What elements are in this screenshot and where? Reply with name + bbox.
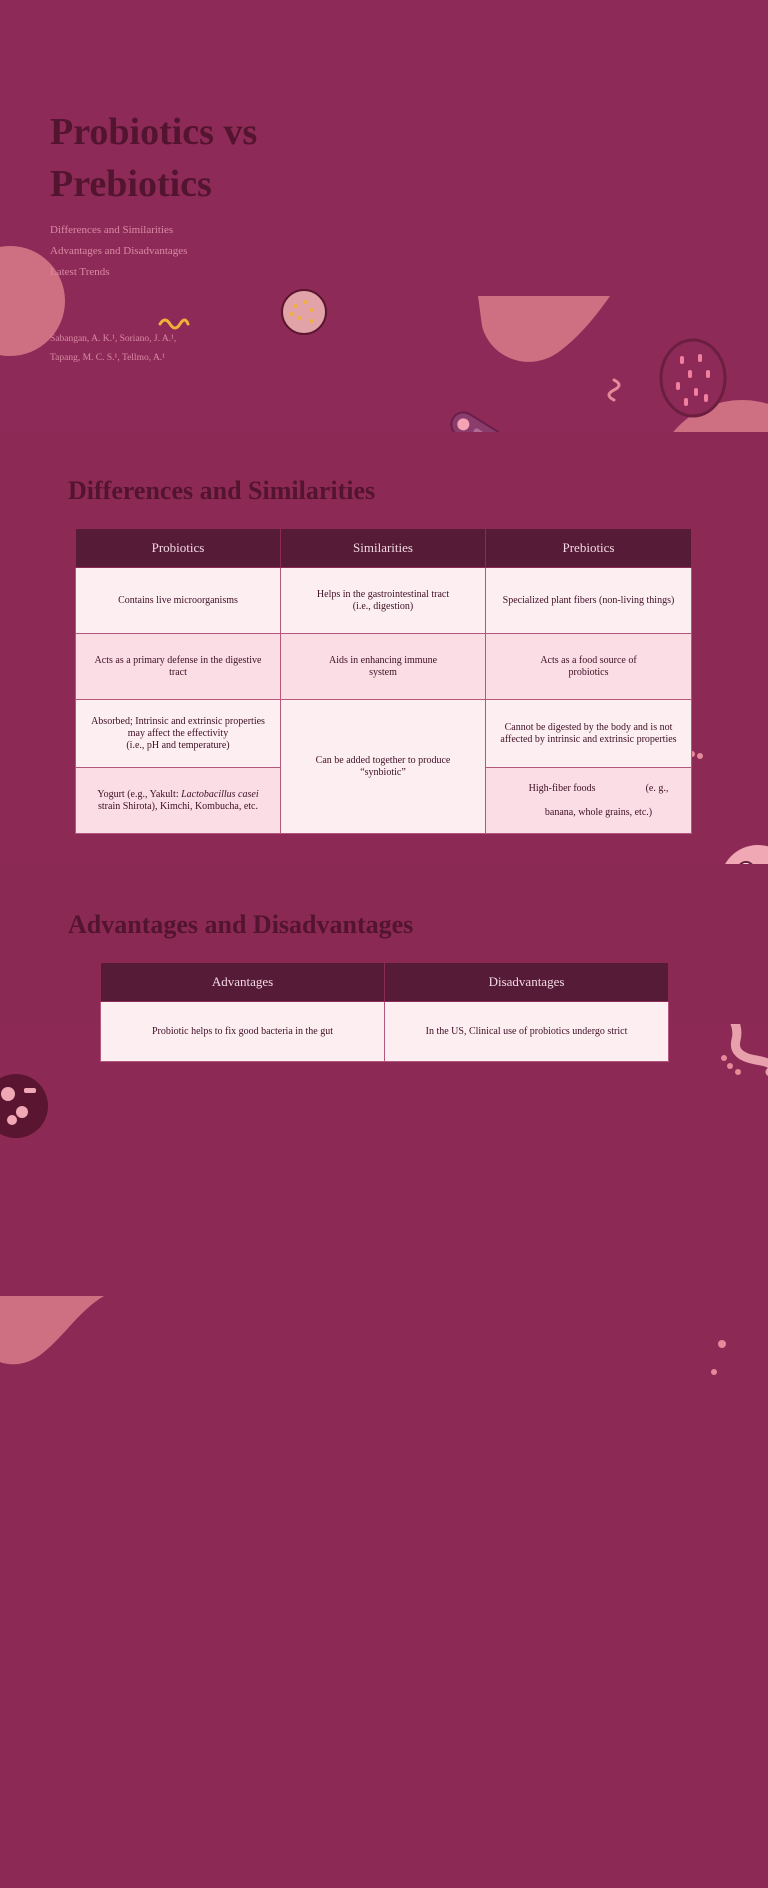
page-title	[50, 106, 257, 210]
section-title-differences: Differences and Similarities	[68, 476, 376, 505]
cell-probiotics	[76, 700, 281, 768]
title-slide	[0, 0, 768, 432]
cell-similarities	[281, 634, 486, 700]
cell-line: “synbiotic”	[360, 766, 406, 778]
bacteria-top-center	[282, 290, 326, 334]
topic-item: Advantages and Disadvantages	[50, 245, 188, 257]
cell-top-right	[661, 340, 725, 416]
cell-advantage: Probiotic helps to fix good bacteria in the gut	[101, 1002, 385, 1062]
differences-slide	[0, 432, 768, 864]
cell-probiotics	[76, 768, 281, 834]
cell-line: Helps in the gastrointestinal tract	[316, 588, 450, 600]
header-advantages: Advantages	[101, 963, 385, 1002]
cell-similarities-merged	[281, 700, 486, 834]
cell-line: Can be added together to produce	[315, 754, 451, 766]
cell-prebiotics	[486, 768, 692, 834]
advantages-slide	[0, 864, 768, 1037]
squiggle-pink	[609, 380, 619, 400]
cell-text: strain Shirota), Kimchi, Kombucha, etc.	[98, 800, 258, 812]
comparison-table	[75, 528, 692, 834]
title-line-1: Probiotics vs	[50, 111, 258, 153]
header-similarities: Similarities	[281, 529, 486, 568]
header-probiotics: Probiotics	[76, 529, 281, 568]
cell-text: Yogurt (e.g., Yakult:	[97, 788, 182, 800]
cell-prebiotics	[486, 634, 692, 700]
table-row	[76, 568, 692, 634]
header-disadvantages: Disadvantages	[385, 963, 669, 1002]
table-row	[76, 634, 692, 700]
species-name: Lactobacillus casei	[181, 788, 259, 800]
cell-line: Aids in enhancing immune	[328, 654, 438, 666]
cell-line: probiotics	[568, 666, 609, 678]
title-line-2: Prebiotics	[50, 163, 212, 205]
section-title-advantages: Advantages and Disadvantages	[68, 910, 414, 939]
cell-line: (i.e., digestion)	[352, 600, 414, 612]
topic-item: Latest Trends	[50, 266, 110, 278]
table-header-row	[76, 529, 692, 568]
cell-probiotics: Acts as a primary defense in the digestive tract	[76, 634, 281, 700]
cell-prebiotics: Specialized plant fibers (non-living things)	[486, 568, 692, 634]
cell-line: High-fiber foods (e. g.,	[528, 782, 669, 794]
sparkles	[711, 1340, 726, 1375]
authors-line: Sabangan, A. K.¹, Soriano, J. A.¹,	[50, 334, 177, 344]
table-header-row	[101, 963, 669, 1002]
cell-disadvantage: In the US, Clinical use of probiotics undergo strict	[385, 1002, 669, 1062]
cell-prebiotics: Cannot be digested by the body and is not affected by intrinsic and extrinsic properties	[486, 700, 692, 768]
cell-similarities	[281, 568, 486, 634]
topic-item: Differences and Similarities	[50, 224, 174, 236]
squiggle-yellow-1	[160, 320, 188, 328]
cell-line: Absorbed; Intrinsic and extrinsic properties may affect the effectivity	[91, 715, 265, 739]
table-row	[76, 700, 692, 768]
table-row	[101, 1002, 669, 1062]
cell-line: banana, whole grains, etc.)	[544, 806, 653, 818]
cell-probiotics: Contains live microorganisms	[76, 568, 281, 634]
blob-top-right	[478, 296, 610, 362]
blob-left-3	[0, 1296, 104, 1364]
cell-line: system	[369, 666, 397, 678]
authors-line: Tapang, M. C. S.¹, Tellmo, A.¹	[50, 353, 166, 363]
cell-line: Acts as a food source of	[540, 654, 637, 666]
author-list	[50, 330, 176, 368]
cell-line: (i.e., pH and temperature)	[126, 739, 230, 751]
pros-cons-table	[100, 962, 669, 1062]
header-prebiotics: Prebiotics	[486, 529, 692, 568]
topic-list	[50, 220, 187, 283]
